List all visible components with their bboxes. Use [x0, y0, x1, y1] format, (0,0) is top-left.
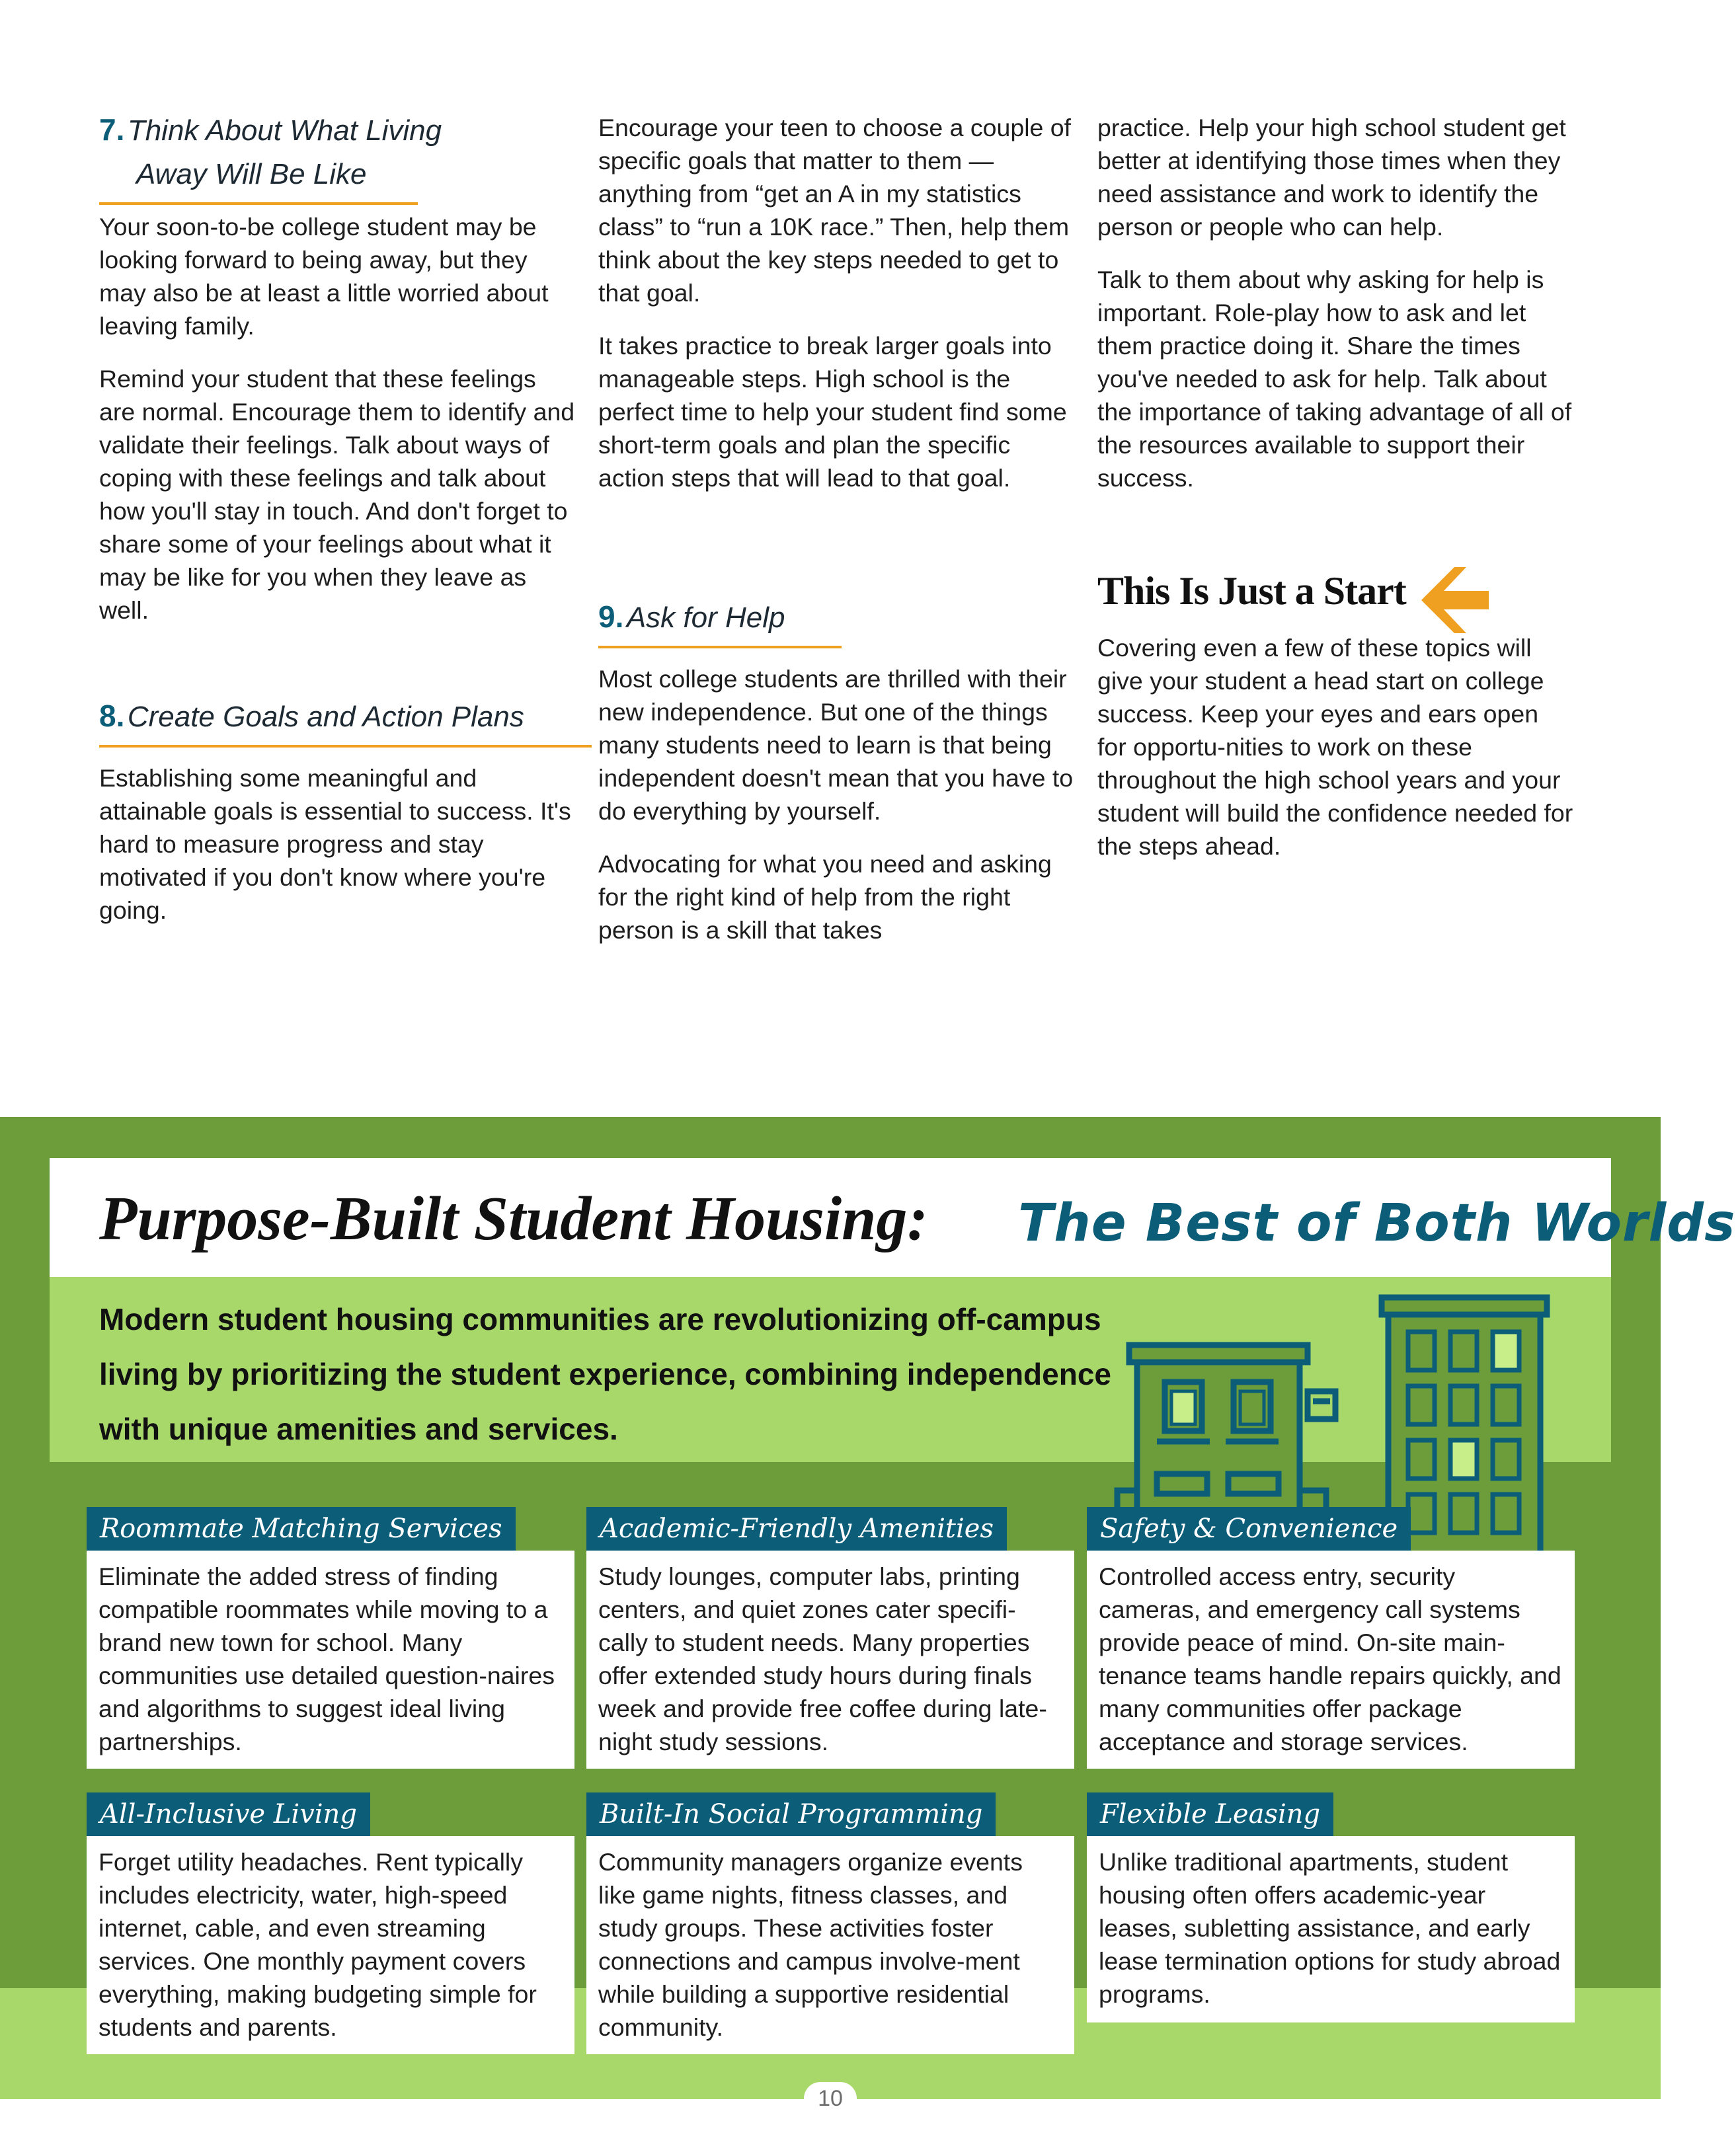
card-academic-amenities: [586, 1551, 1074, 1769]
card-body: Forget utility headaches. Rent typically includes electricity, water, high-speed internet, cable, and even streaming services. One monthly payment covers everything, making budgeting simple for students and parents.: [99, 1848, 537, 2041]
card-social-programming: [586, 1836, 1074, 2054]
section-7-paragraph: Remind your student that these feelings are normal. Encourage them to identify and validate their feelings. Talk about ways of coping with these feelings and talk about how you'll stay in touch. And don't forget to share some of your feelings about what it may be like for you when they leave as well.: [99, 365, 575, 624]
section-9-paragraph: practice. Help your high school student get better at identifying those times when they need assistance and work to identify the person or people who can help.: [1097, 114, 1566, 241]
card-roommate-matching: [87, 1551, 574, 1769]
card-label-safety-convenience: Safety & Convenience: [1087, 1507, 1411, 1551]
card-label-roommate-matching: Roommate Matching Services: [87, 1507, 516, 1551]
card-safety-convenience: [1087, 1551, 1575, 1769]
section-7-title-line1: Think About What Living: [127, 114, 442, 147]
section-8-title: Create Goals and Action Plans: [127, 701, 524, 733]
start-title: This Is Just a Start: [1097, 569, 1406, 613]
section-7-heading: [99, 111, 442, 205]
section-9-heading: [598, 598, 842, 648]
card-label-flexible-leasing: Flexible Leasing: [1087, 1792, 1333, 1836]
section-9-paragraph: Talk to them about why asking for help is important. Role-play how to ask and let them practice doing it. Share the times you've needed to ask for help. Talk about the importance of taking advantage of all of the resources available to support their success.: [1097, 266, 1572, 492]
section-7-title-line2: Away Will Be Like: [136, 158, 367, 190]
card-body: Study lounges, computer labs, printing centers, and quiet zones cater specifi-cally to student needs. Many properties offer extended study hours during finals week and provide free coffee during late-night study sessions.: [598, 1562, 1047, 1755]
section-7-paragraph: Your soon-to-be college student may be looking forward to being away, but they may also be at least a little worried about leaving family.: [99, 213, 549, 340]
section-9-paragraph: Advocating for what you need and asking for the right kind of help from the right person is a skill that takes: [598, 850, 1052, 944]
card-flexible-leasing: [1087, 1836, 1575, 2022]
housing-subtitle: The Best of Both Worlds: [1018, 1194, 1736, 1253]
section-8-body-continued: [598, 111, 1074, 514]
card-body: Eliminate the added stress of finding compatible roommates while moving to a brand new town for school. Many communities use detailed question-naires and algorithms to suggest ideal living partnerships.: [99, 1562, 555, 1755]
card-label-academic-amenities: Academic-Friendly Amenities: [586, 1507, 1007, 1551]
page-number: 10: [804, 2082, 857, 2115]
section-8-paragraph: Establishing some meaningful and attainable goals is essential to success. It's hard to measure progress and stay motivated if you don't know where you're going.: [99, 764, 571, 924]
section-9-paragraph: Most college students are thrilled with their new independence. But one of the things many students need to learn is that being independent doesn't mean that you have to do everything by yourself.: [598, 665, 1074, 825]
section-9-body-start: [598, 662, 1074, 966]
section-9-underline: [598, 646, 842, 648]
section-7-underline: [99, 202, 418, 205]
start-body: [1097, 631, 1573, 863]
card-body: Community managers organize events like game nights, fitness classes, and study groups. These activities foster connections and campus involve-ment while building a supportive residential community.: [598, 1848, 1023, 2041]
section-8-underline: [99, 745, 592, 748]
housing-intro: Modern student housing communities are revolutionizing off-campus living by prioritizing the student experience, combining independence with unique amenities and services.: [99, 1302, 1111, 1446]
section-9-number: 9.: [598, 599, 624, 634]
card-body: Controlled access entry, security cameras, and emergency call systems provide peace of mind. On-site main-tenance teams handle repairs quickly, and many communities offer package acceptance and storage services.: [1099, 1562, 1561, 1755]
card-label-social-programming: Built-In Social Programming: [586, 1792, 996, 1836]
section-9-body-continued: [1097, 111, 1573, 514]
housing-title: Purpose-Built Student Housing:: [99, 1184, 928, 1253]
section-7-body: [99, 210, 575, 646]
card-all-inclusive: [87, 1836, 574, 2054]
card-label-all-inclusive: All-Inclusive Living: [87, 1792, 370, 1836]
start-paragraph: Covering even a few of these topics will give your student a head start on college success. Keep your eyes and ears open for opportu-nities to work on these throughout the high school years and your student will build the confidence needed for the steps ahead.: [1097, 634, 1573, 860]
section-8-paragraph: It takes practice to break larger goals into manageable steps. High school is the perfect time to help your student find some short-term goals and plan the specific action steps that will lead to that goal.: [598, 332, 1067, 492]
section-8-number: 8.: [99, 699, 125, 733]
section-8-body-start: [99, 761, 575, 927]
section-7-number: 7.: [99, 112, 125, 147]
card-body: Unlike traditional apartments, student housing often offers academic-year leases, subletting assistance, and early lease termination options for study abroad programs.: [1099, 1848, 1561, 2008]
section-8-heading: [99, 697, 592, 748]
section-8-paragraph: Encourage your teen to choose a couple of specific goals that matter to them — anything from “get an A in my statistics class” to “run a 10K race.” Then, help them think about the key steps needed to get to that goal.: [598, 114, 1072, 307]
arrow-left-icon: [1415, 560, 1494, 640]
section-9-title: Ask for Help: [626, 601, 785, 634]
